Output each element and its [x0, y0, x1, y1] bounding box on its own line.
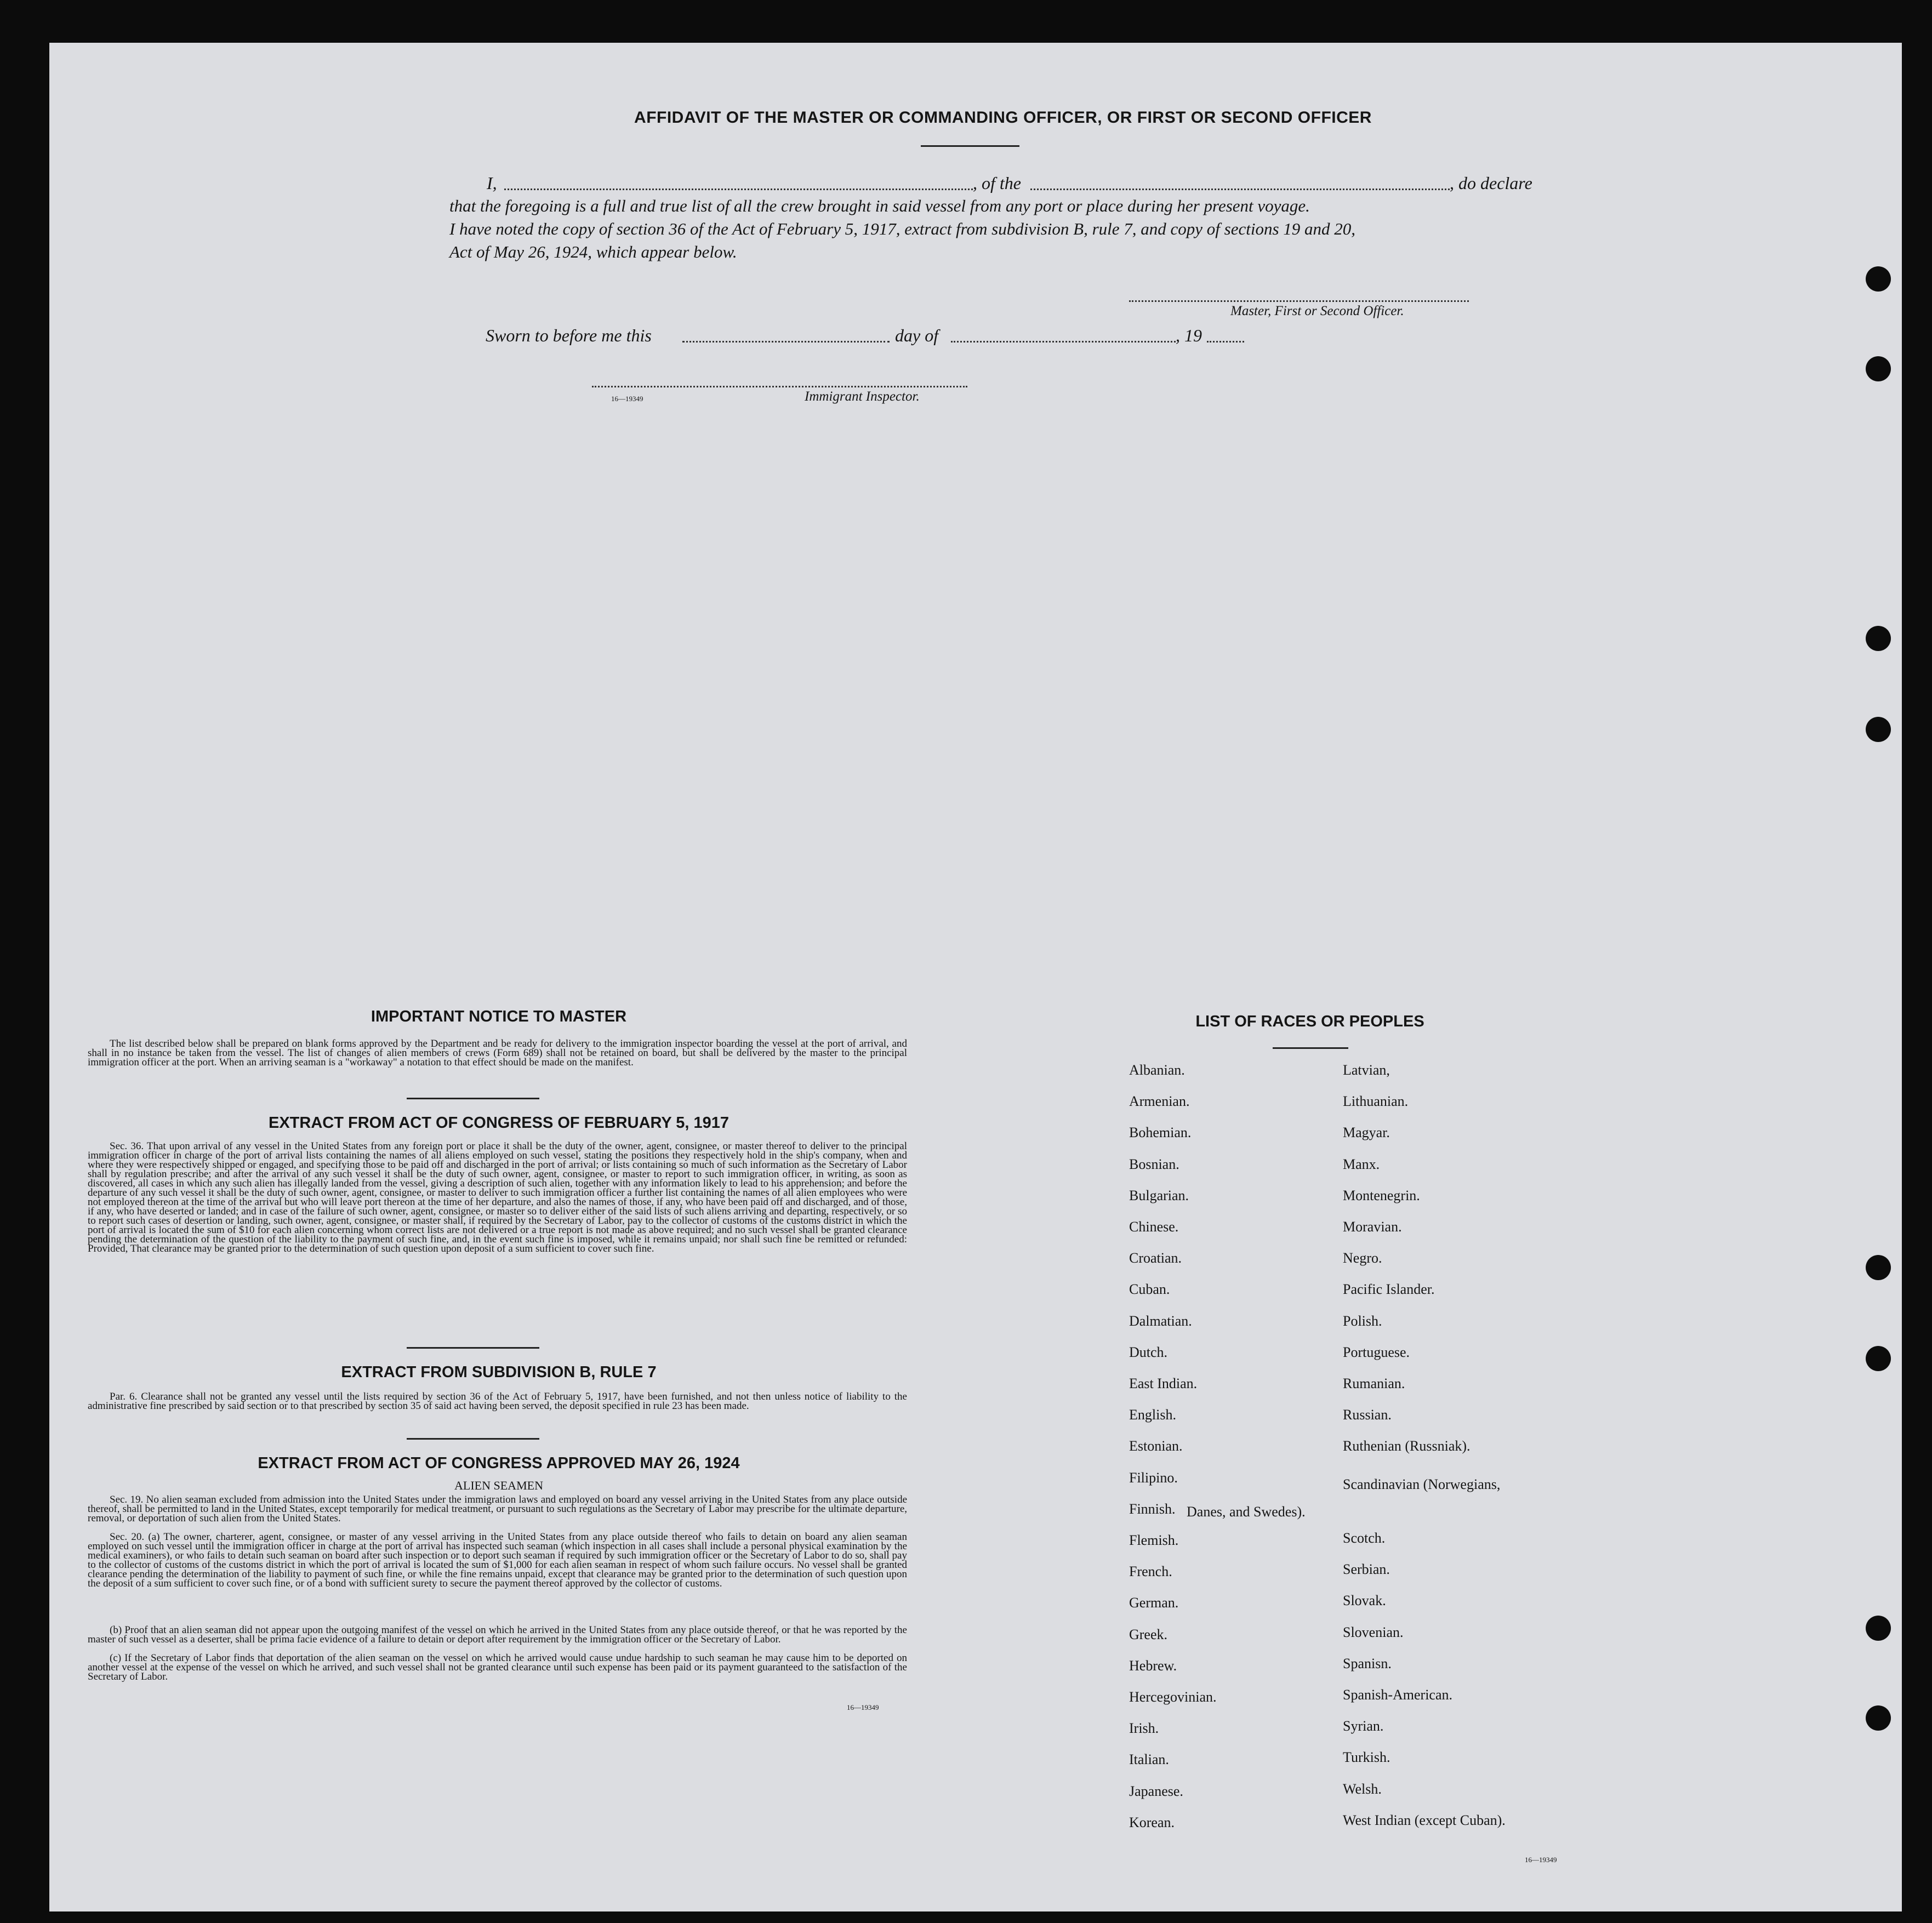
race-item: Bulgarian. — [1129, 1188, 1189, 1203]
race-item: Korean. — [1129, 1814, 1175, 1830]
race-item: Estonian. — [1129, 1438, 1183, 1454]
divider — [407, 1438, 539, 1440]
alien-seamen-subtitle: ALIEN SEAMEN — [454, 1479, 543, 1492]
race-item: East Indian. — [1129, 1376, 1198, 1391]
extract-1917-title: EXTRACT FROM ACT OF CONGRESS OF FEBRUARY 5, 1917 — [268, 1114, 730, 1132]
inspector-line — [592, 386, 967, 387]
race-item: Turkish. — [1343, 1749, 1390, 1765]
extract-rule7-title: EXTRACT FROM SUBDIVISION B, RULE 7 — [341, 1363, 657, 1381]
race-item: Greek. — [1129, 1627, 1168, 1642]
affidavit-line-1 — [487, 173, 497, 193]
races-title: LIST OF RACES OR PEOPLES — [1195, 1013, 1424, 1030]
punch-hole — [1866, 1705, 1891, 1731]
race-item: English. — [1129, 1407, 1176, 1423]
race-item: Hercegovinian. — [1129, 1689, 1217, 1705]
race-item: West Indian (except Cuban). — [1343, 1812, 1506, 1828]
race-item: German. — [1129, 1595, 1179, 1611]
race-item: Cuban. — [1129, 1281, 1170, 1297]
name-blank — [504, 189, 973, 190]
race-item: Japanese. — [1129, 1783, 1183, 1799]
divider — [407, 1347, 539, 1349]
sworn-year: , 19 — [1176, 326, 1202, 345]
race-item: Bohemian. — [1129, 1125, 1192, 1140]
document-page — [49, 43, 1902, 1911]
punch-hole — [1866, 1255, 1891, 1280]
race-item: Manx. — [1343, 1156, 1380, 1172]
race-item: Portuguese. — [1343, 1344, 1410, 1360]
signature-caption: Master, First or Second Officer. — [1230, 304, 1404, 318]
race-item: Flemish. — [1129, 1532, 1179, 1548]
punch-hole — [1866, 1346, 1891, 1371]
race-item: Moravian. — [1343, 1219, 1402, 1235]
affidavit-i: I, — [487, 173, 497, 193]
affidavit-do-declare: , do declare — [1450, 173, 1532, 193]
race-item: Scotch. — [1343, 1530, 1386, 1546]
race-scandinavian-continued: Danes, and Swedes). — [1187, 1504, 1306, 1520]
extract-rule7-text: Par. 6. Clearance shall not be granted any vessel until the lists required by section 36 of the Act of February 5, 1917, have been furnished, and not then unless notice of liability to the administrative fine prescribed by said section or to that prescribed by section 35 of said act having been served, the deposit specified in rule 23 has been made. — [88, 1391, 907, 1412]
race-item: Scandinavian (Norwegians, — [1343, 1476, 1501, 1492]
race-item: Hebrew. — [1129, 1658, 1177, 1674]
race-item: Magyar. — [1343, 1125, 1390, 1140]
race-item: Spanisn. — [1343, 1656, 1392, 1671]
notice-text: The list described below shall be prepared on blank forms approved by the Department and be ready for delivery to the immigration inspector boarding the vessel at the port of arrival, and shall in no instance be taken from the vessel. The list of changes of alien members of crews (Form 689) shall not be retained on board, but shall be delivered by the master to the principal immigration officer at the port. When an arriving seaman is a "workaway" a notation to that effect should be made on the manifest. — [88, 1038, 907, 1068]
notice-form-number: 16—19349 — [847, 1703, 879, 1711]
punch-hole — [1866, 626, 1891, 651]
race-item: French. — [1129, 1563, 1172, 1579]
race-item: Pacific Islander. — [1343, 1281, 1435, 1297]
race-item: Croatian. — [1129, 1250, 1182, 1266]
affidavit-line-2: that the foregoing is a full and true list of all the crew brought in said vessel from any port or place during her present voyage. — [449, 196, 1310, 215]
race-item: Spanish-American. — [1343, 1687, 1453, 1703]
race-item: Russian. — [1343, 1407, 1392, 1423]
race-item: Albanian. — [1129, 1062, 1185, 1078]
extract-1917-text: Sec. 36. That upon arrival of any vessel in the United States from any foreign port or place it shall be the duty of the owner, agent, consignee, or master thereof to deliver to the principal immigration officer in charge of the port of arrival lists containing the names of all aliens employed on such vessel, stating the positions they respectively hold in the ship's company, when and where they were respectively shipped or engaged, and specifying those to be paid off and discharged in the port of arrival; or lists containing so much of such information as the Secretary of Labor shall by regulation prescribe; and after the arrival of any such vessel it shall be the duty of such owner, agent, consignee, or master to report to such immigration officer, in writing, as soon as discovered, all cases in which any such alien has illegally landed from the vessel, giving a description of such alien, together with any information likely to lead to his apprehension; and before the departure of any such vessel it shall be the duty of such owner, agent, consignee, or master to deliver to such immigration officer a further list containing the names of all alien employees who were not employed thereon at the time of the arrival but who will leave port thereon at the time of her departure, and also the names of those, if any, who have been paid off and discharged, and of those, if any, who have deserted or landed; and in case of the failure of such owner, agent, consignee, or master so to deliver either of the said lists of such aliens arriving and departing, respectively, or so to report such cases of desertion or landing, such owner, agent, consignee, or master shall, if required by the Secretary of Labor, pay to the collector of customs of the customs district in which the port of arrival is located the sum of $10 for each alien concerning whom correct lists are not delivered or a true report is not made as above required; and no such vessel shall be granted clearance pending the determination of the question of the liability to the payment of such fine, and, in the event such fine is imposed, while it remains unpaid; nor shall such fine be remitted or refunded: Provided, That clearance may be granted prior to the determination of such question upon deposit of a sum sufficient to cover such fine. — [88, 1140, 907, 1254]
race-item: Armenian. — [1129, 1093, 1190, 1109]
punch-hole — [1866, 717, 1891, 742]
month-blank — [951, 341, 1176, 343]
race-item: Slovak. — [1343, 1593, 1386, 1608]
vessel-blank — [1030, 189, 1450, 190]
sec-19-text: Sec. 19. No alien seaman excluded from admission into the United States under the immigration laws and employed on board any vessel arriving in the United States from any place outside thereof, shall be permitted to land in the United States, except temporarily for medical treatment, or pursuant to such regulations as the Secretary of Labor may prescribe for the ultimate departure, removal, or deportation of such alien from the United States. — [88, 1494, 907, 1524]
race-item: Polish. — [1343, 1313, 1382, 1329]
sworn-text: Sworn to before me this — [486, 326, 652, 345]
sworn-day-of: day of — [895, 326, 939, 345]
race-item: Lithuanian. — [1343, 1093, 1409, 1109]
race-item: Negro. — [1343, 1250, 1382, 1266]
race-item: Ruthenian (Russniak). — [1343, 1438, 1471, 1454]
race-item: Dutch. — [1129, 1344, 1168, 1360]
race-item: Bosnian. — [1129, 1156, 1179, 1172]
race-item: Slovenian. — [1343, 1624, 1404, 1640]
signature-line — [1129, 300, 1469, 302]
race-item: Filipino. — [1129, 1470, 1178, 1486]
affidavit-line-4: Act of May 26, 1924, which appear below. — [449, 242, 737, 261]
race-item: Irish. — [1129, 1720, 1159, 1736]
affidavit-of-the: , of the — [973, 173, 1021, 193]
extract-1924-title: EXTRACT FROM ACT OF CONGRESS APPROVED MAY 26, 1924 — [258, 1454, 740, 1472]
inspector-caption: Immigrant Inspector. — [805, 389, 920, 404]
divider — [407, 1098, 539, 1099]
notice-title: IMPORTANT NOTICE TO MASTER — [371, 1008, 627, 1025]
title-underline — [921, 145, 1019, 147]
race-item: Finnish. — [1129, 1501, 1176, 1517]
race-item: Italian. — [1129, 1751, 1169, 1767]
race-item: Serbian. — [1343, 1561, 1390, 1577]
race-item: Latvian, — [1343, 1062, 1390, 1078]
day-blank — [682, 341, 890, 343]
affidavit-title: AFFIDAVIT OF THE MASTER OR COMMANDING OFFICER, OR FIRST OR SECOND OFFICER — [634, 109, 1372, 127]
race-item: Welsh. — [1343, 1781, 1382, 1797]
races-form-number: 16—19349 — [1525, 1856, 1557, 1864]
affidavit-form-number: 16—19349 — [611, 395, 643, 403]
race-item: Dalmatian. — [1129, 1313, 1192, 1329]
sec-20a-text: Sec. 20. (a) The owner, charterer, agent, consignee, or master of any vessel arriving in the United States from any place outside thereof who fails to detain on board any alien seaman employed on such vessel until the immigration officer in charge at the port of arrival has inspected such seaman (which inspection in all cases shall include a personal physical examination by the medical examiners), or who fails to detain such seaman on board after such inspection or to deport such seaman if required by such immigration officer or the Secretary of Labor to do so, shall pay to the collector of customs of the customs district in which the port of arrival is located the sum of $1,000 for each alien seaman in respect of whom such failure occurs. No vessel shall be granted clearance pending the determination of the liability to payment of such fine, or while the fine remains unpaid, except that clearance may be granted prior to the determination of such question upon the deposit of a sum sufficient to cover such fine, or of a bond with sufficient surety to secure the payment thereof approved by the collector of customs. — [88, 1531, 907, 1589]
year-blank — [1207, 341, 1244, 343]
race-item: Syrian. — [1343, 1718, 1384, 1734]
punch-hole — [1866, 266, 1891, 292]
sec-20b-text: (b) Proof that an alien seaman did not appear upon the outgoing manifest of the vessel on which he arrived in the United States from any place outside thereof, or that he was reported by the master of such vessel as a deserter, shall be prima facie evidence of a failure to detain or deport after requirement by the immigration officer or the Secretary of Labor. — [88, 1624, 907, 1645]
race-item: Rumanian. — [1343, 1376, 1405, 1391]
races-title-underline — [1273, 1047, 1348, 1049]
affidavit-line-3: I have noted the copy of section 36 of the Act of February 5, 1917, extract from subdivision B, rule 7, and copy of sections 19 and 20, — [449, 219, 1356, 238]
race-item: Chinese. — [1129, 1219, 1179, 1235]
punch-hole — [1866, 356, 1891, 381]
race-item: Montenegrin. — [1343, 1188, 1420, 1203]
punch-hole — [1866, 1616, 1891, 1641]
sec-20c-text: (c) If the Secretary of Labor finds that deportation of the alien seaman on the vessel on which he arrived would cause undue hardship to such seaman he may cause him to be deported on another vessel at the expense of the vessel on which he arrived, and such vessel shall not be granted clearance until such expense has been paid or its payment guaranteed to the satisfaction of the Secretary of Labor. — [88, 1652, 907, 1682]
